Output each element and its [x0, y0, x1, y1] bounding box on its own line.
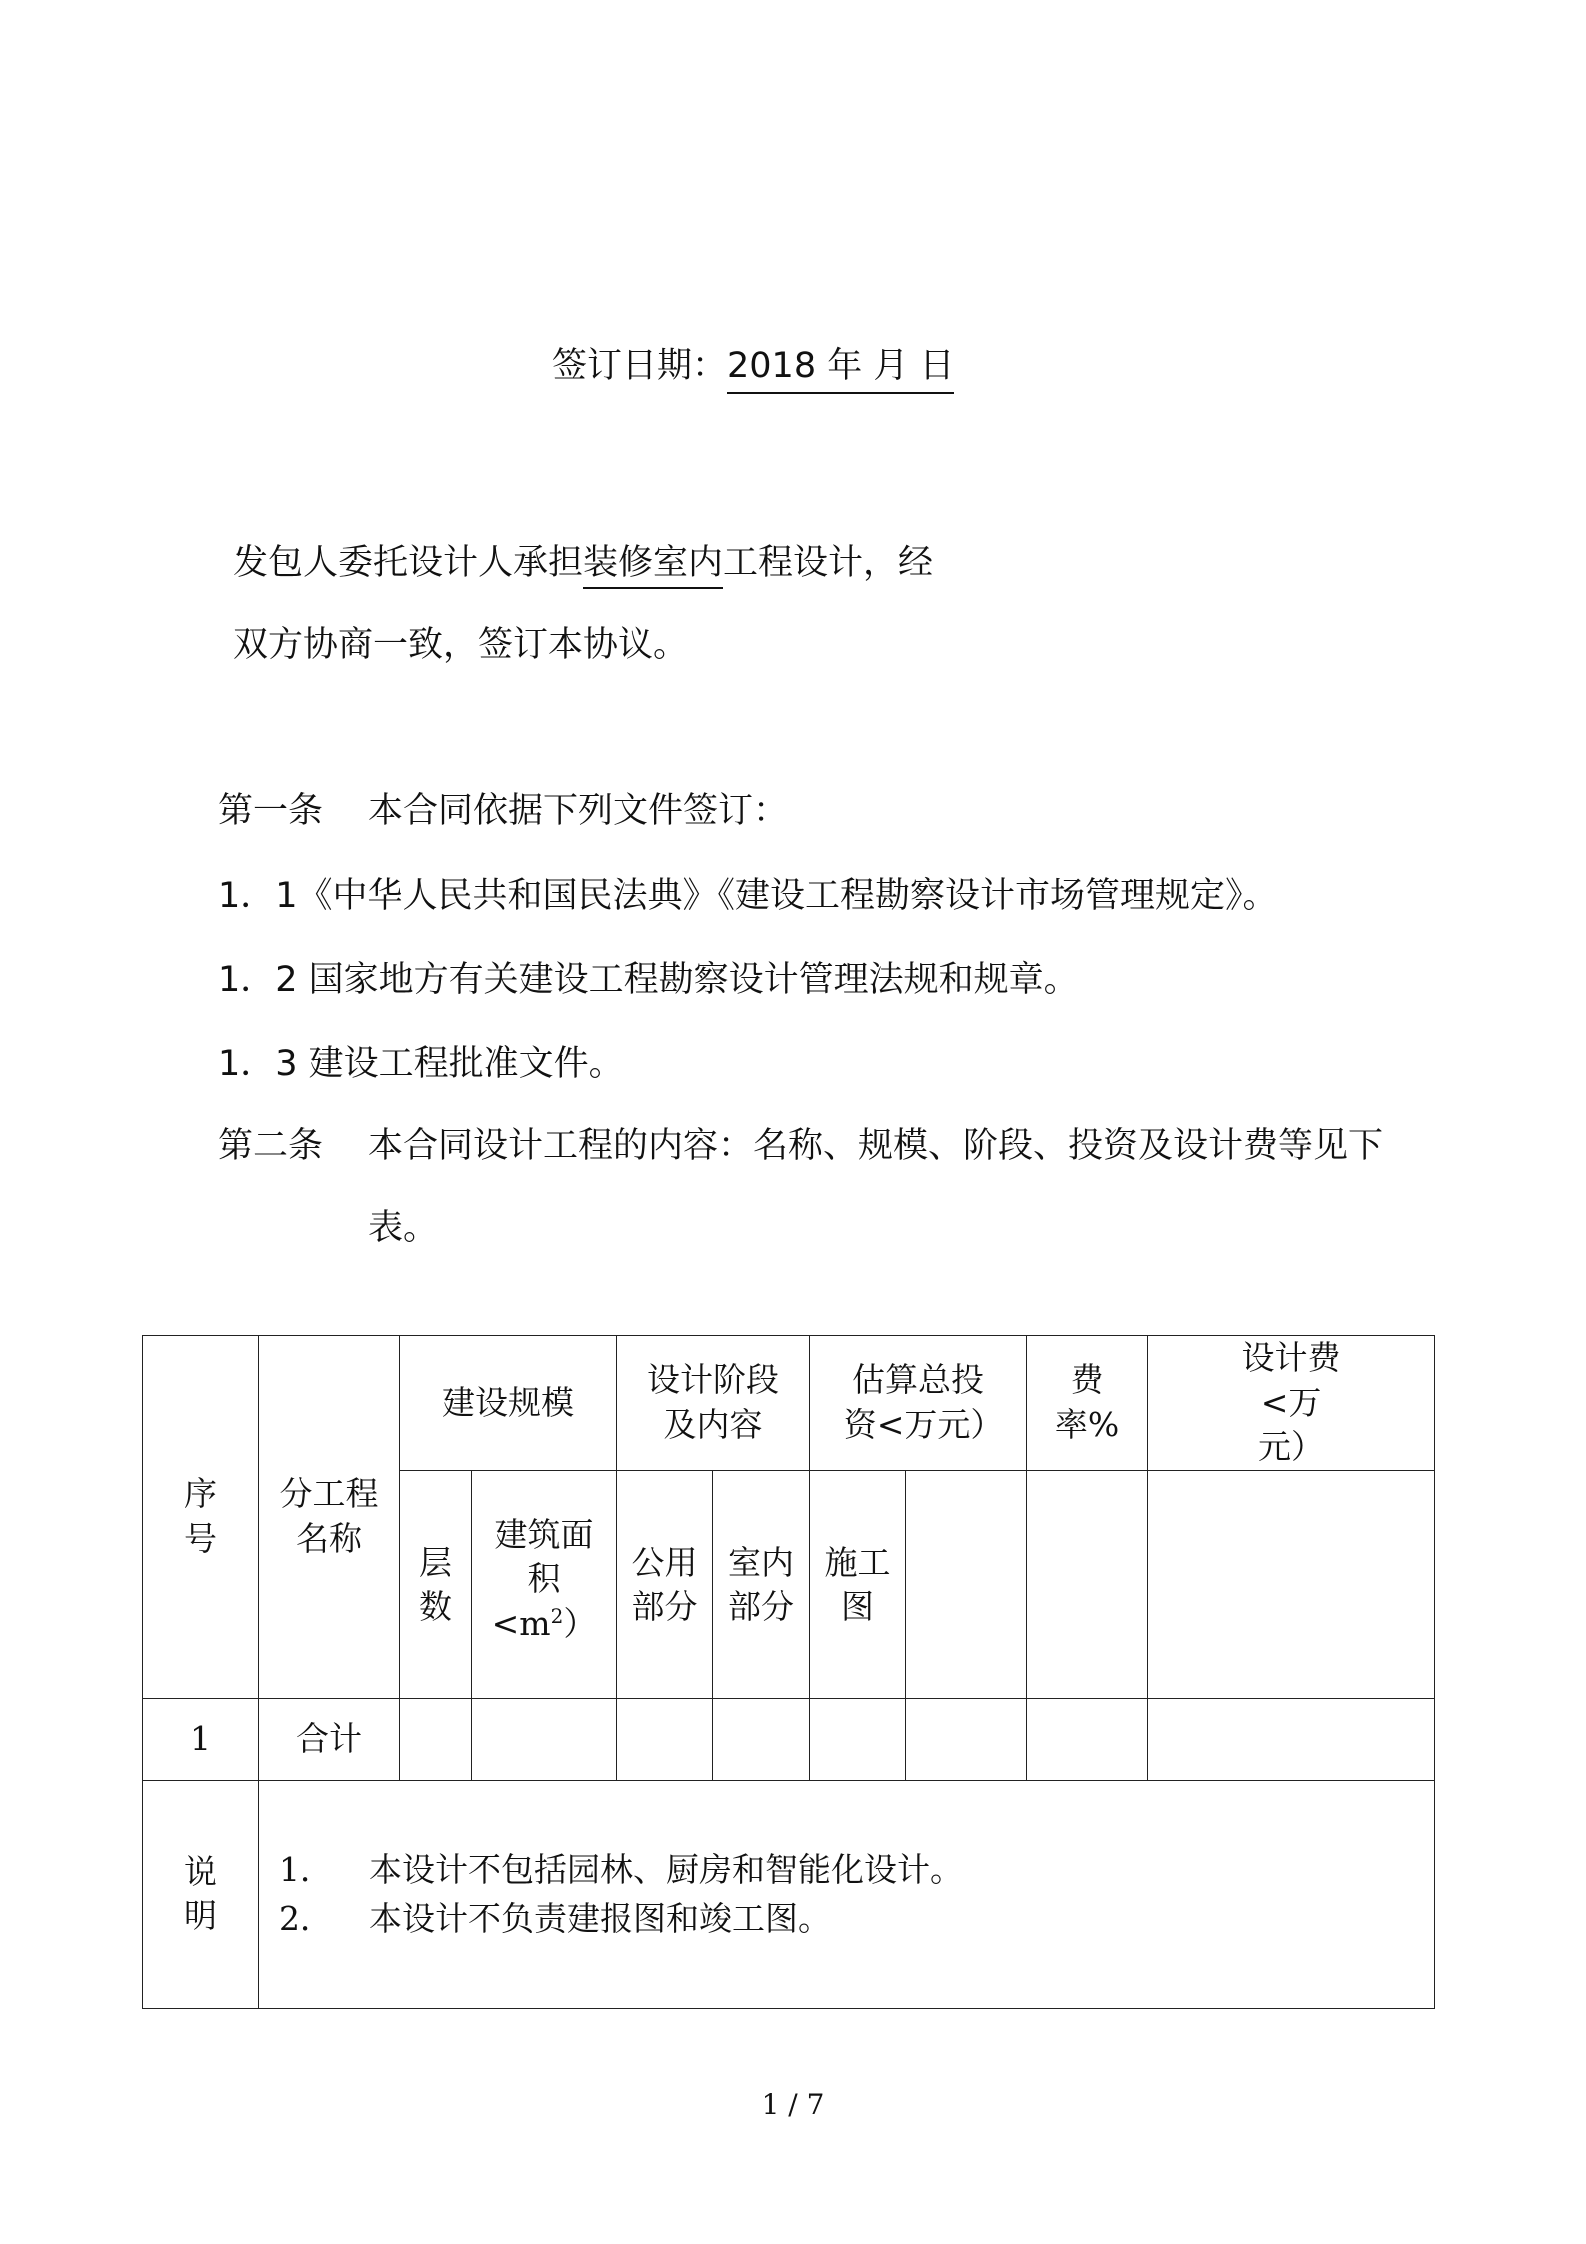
table-cell[interactable] — [472, 1698, 617, 1780]
table-cell[interactable] — [713, 1698, 810, 1780]
row-seq: 1 — [143, 1698, 259, 1780]
article-2-text-cont: 表。 — [368, 1208, 439, 1248]
table-cell[interactable] — [1027, 1470, 1148, 1698]
note-item: 1． 本设计不包括园林、厨房和智能化设计。 — [279, 1849, 963, 1889]
project-name-field[interactable]: 装修室内 — [583, 543, 723, 589]
header-seq: 序号 — [143, 1336, 259, 1699]
table-cell[interactable] — [617, 1698, 713, 1780]
note-item: 2． 本设计不负责建报图和竣工图。 — [279, 1899, 831, 1939]
header-design-fee: 设计费<万元） — [1148, 1336, 1435, 1471]
table-cell[interactable] — [906, 1698, 1027, 1780]
list-item: 1．2 国家地方有关建设工程勘察设计管理法规和规章。 — [218, 960, 1079, 1000]
design-content-table — [142, 1335, 1435, 2009]
sign-date-label: 签订日期： — [552, 346, 728, 386]
table-cell[interactable] — [810, 1698, 906, 1780]
intro-line-1 — [233, 535, 933, 585]
article-2-text: 本合同设计工程的内容：名称、规模、阶段、投资及设计费等见下 — [368, 1126, 1384, 1166]
header-scale: 建设规模 — [400, 1336, 617, 1471]
page-number: 1 / 7 — [761, 2088, 825, 2121]
header-indoor-part: 室内部分 — [713, 1470, 810, 1698]
list-item: 1．1《中华人民共和国民法典》《建设工程勘察设计市场管理规定》。 — [218, 876, 1278, 916]
header-floors: 层数 — [400, 1470, 472, 1698]
notes-label: 说明 — [143, 1780, 259, 2008]
header-construction-drawing: 施工图 — [810, 1470, 906, 1698]
intro-text-after: 工程设计，经 — [723, 543, 934, 583]
intro-line-2: 双方协商一致，签订本协议。 — [233, 625, 689, 665]
sign-date-value[interactable]: 2018 年 月 日 — [727, 338, 954, 394]
notes-content — [259, 1780, 1435, 2008]
table-cell[interactable] — [1148, 1698, 1435, 1780]
header-design-stage: 设计阶段及内容 — [617, 1336, 810, 1471]
article-2-label: 第二条 — [218, 1126, 324, 1166]
intro-text-before: 发包人委托设计人承担 — [233, 543, 584, 583]
list-item: 1．3 建设工程批准文件。 — [218, 1044, 624, 1084]
sign-date — [552, 338, 954, 394]
header-estimated-investment: 估算总投资<万元） — [810, 1336, 1027, 1471]
header-sub-project-name: 分工程名称 — [259, 1336, 400, 1699]
table-row — [143, 1698, 1435, 1780]
table-cell[interactable] — [400, 1698, 472, 1780]
row-name: 合计 — [259, 1698, 400, 1780]
header-public-part: 公用部分 — [617, 1470, 713, 1698]
header-rate: 费率% — [1027, 1336, 1148, 1471]
header-building-area: 建筑面积 $<m^2$） — [472, 1470, 617, 1698]
article-1-text: 本合同依据下列文件签订： — [368, 791, 789, 831]
table-cell[interactable] — [906, 1470, 1027, 1698]
table-cell[interactable] — [1027, 1698, 1148, 1780]
article-1-label: 第一条 — [218, 791, 324, 831]
table-cell[interactable] — [1148, 1470, 1435, 1698]
